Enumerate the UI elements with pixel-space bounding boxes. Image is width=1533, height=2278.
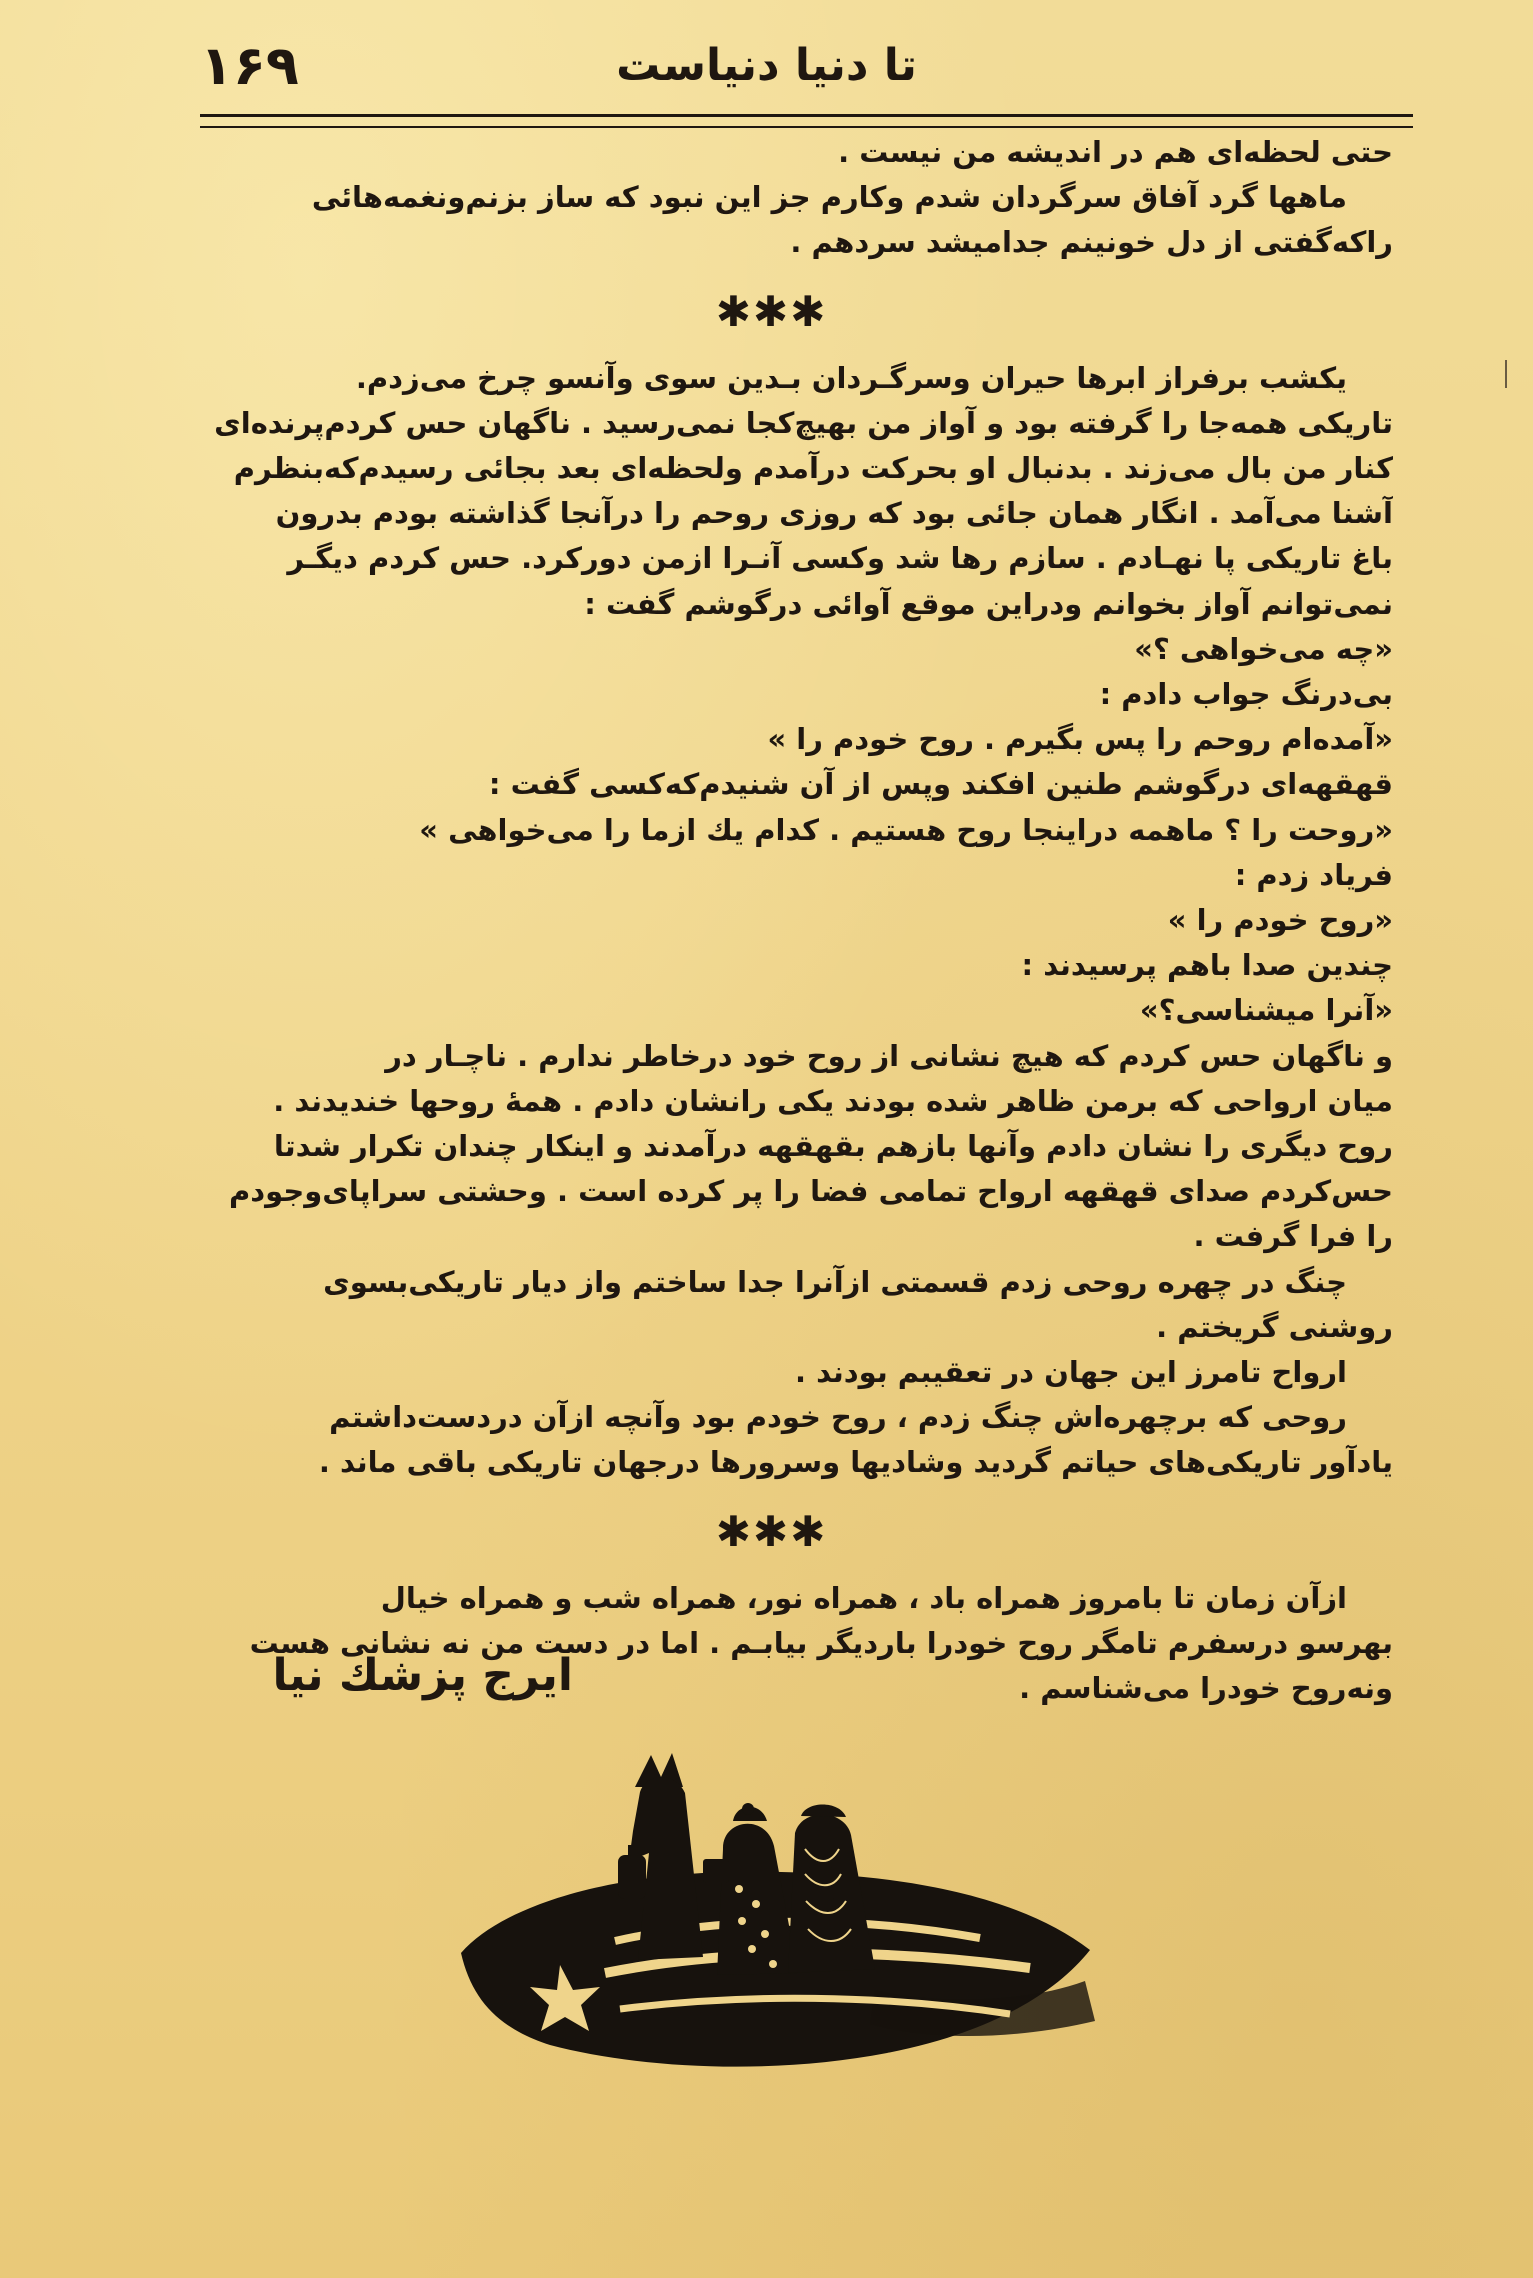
dialogue-line-8: چندین صدا باهم پرسیدند : — [1021, 948, 1393, 983]
woodcut-illustration — [455, 1735, 1105, 2090]
paragraph-2-line-6: نمی‌توانم آواز بخوانم ودراین موقع آوائی درگوشم گفت : — [584, 586, 1393, 621]
dialogue-line-1: «چه می‌خواهی ؟» — [1134, 631, 1393, 666]
paragraph-3-line-4: حس‌کردم صدای قهقهه ارواح تمامی فضا را پر کرده است . وحشتی سراپای‌وجودم — [229, 1174, 1393, 1209]
paragraph-1-line-3: راکه‌گفتی از دل خونینم جدامیشد سردهم . — [790, 225, 1393, 260]
dialogue-line-3: «آمده‌ام روحم را پس بگیرم . روح خودم را » — [767, 722, 1393, 757]
page-header — [120, 34, 1413, 120]
header-rule-bottom — [200, 126, 1413, 128]
paragraph-2-line-2: تاریکی همه‌جا را گرفته بود و آواز من بهیچ‌کجا نمی‌رسید . ناگهان حس کردم‌پرنده‌ای — [214, 405, 1393, 440]
dialogue-line-6: فریاد زدم : — [1234, 857, 1393, 892]
paragraph-2-line-4: آشنا می‌آمد . انگار همان جائی بود که روزی روحم را درآنجا گذاشته بودم بدرون — [275, 496, 1393, 531]
author-signature: ایرج پزشك نیا — [272, 1650, 573, 1701]
paragraph-2-line-1: یکشب برفراز ابرها حیران وسرگـردان بـدین سوی وآنسو چرخ می‌زدم. — [355, 360, 1347, 395]
dialogue-line-5: «روحت را ؟ ماهمه دراینجا روح هستیم . کدام یك ازما را می‌خواهی » — [419, 812, 1393, 847]
paragraph-3-line-1: و ناگهان حس کردم که هیچ نشانی از روح خود درخاطر ندارم . ناچـار در — [385, 1038, 1393, 1073]
paragraph-1-line-1: حتی لحظه‌ای هم در اندیشه من نیست . — [838, 135, 1393, 169]
paragraph-7-line-3: ونه‌روح خودرا می‌شناسم . — [1019, 1671, 1393, 1706]
paragraph-2-line-5: باغ تاریکی پا نهـادم . سازم رها شد وکسی آنـرا ازمن دورکرد. حس کردم دیگـر — [287, 541, 1393, 576]
page-edge-mark — [1505, 360, 1507, 388]
paragraph-3-line-3: روح دیگری را نشان دادم وآنها بازهم بقهقهه درآمدند و اینکار چندان تکرار شدتا — [273, 1129, 1393, 1164]
three-kings-icon — [455, 1735, 1105, 2090]
paragraph-7-line-1: ازآن زمان تا بامروز همراه باد ، همراه نور، همراه شب و همراه خیال — [380, 1580, 1347, 1615]
paragraph-6-line-2: یادآور تاریکی‌های حیاتم گردید وشادیها وسرورها درجهان تاریکی باقی ماند . — [318, 1445, 1393, 1480]
page-body — [150, 130, 1393, 1711]
paragraph-6-line-1: روحی که برچهره‌اش چنگ زدم ، روح خودم بود وآنچه ازآن دردست‌داشتم — [329, 1400, 1347, 1435]
paragraph-3-line-5: را فرا گرفت . — [1193, 1219, 1393, 1254]
section-break-stars-2: ✱✱✱ — [715, 1506, 828, 1556]
paragraph-4-line-2: روشنی گریختم . — [1156, 1309, 1393, 1344]
header-rule-top — [200, 114, 1413, 117]
page-number: ۱۶۹ — [200, 34, 299, 97]
section-break-stars: ✱✱✱ — [715, 286, 828, 336]
dialogue-line-2: بی‌درنگ جواب دادم : — [1099, 677, 1393, 712]
paragraph-2-line-3: کنار من بال می‌زند . بدنبال او بحرکت درآمدم ولحظه‌ای بعد بجائی رسیدم‌که‌بنظرم — [233, 451, 1393, 486]
paragraph-3-line-2: میان ارواحی که برمن ظاهر شده بودند یکی رانشان دادم . همهٔ روحها خندیدند . — [273, 1083, 1393, 1118]
paragraph-5-line-1: ارواح تامرز این جهان در تعقیبم بودند . — [795, 1355, 1347, 1390]
paragraph-7-line-2: بهرسو درسفرم تامگر روح خودرا باردیگر بیابـم . اما در دست من نه نشانی هست — [249, 1625, 1393, 1660]
paragraph-4-line-1: چنگ در چهره روحی زدم قسمتی ازآنرا جدا ساختم واز دیار تاریکی‌بسوی — [323, 1264, 1347, 1299]
dialogue-line-4: قهقهه‌ای درگوشم طنین افکند وپس از آن شنیدم‌که‌کسی گفت : — [488, 767, 1393, 802]
running-title: تا دنیا دنیاست — [616, 40, 917, 91]
paragraph-1-line-2: ماهها گرد آفاق سرگردان شدم وکارم جز این نبود که ساز بزنم‌ونغمه‌هائی — [311, 180, 1347, 215]
dialogue-line-7: «روح خودم را » — [1167, 903, 1393, 938]
dialogue-line-9: «آنرا میشناسی؟» — [1139, 993, 1393, 1028]
